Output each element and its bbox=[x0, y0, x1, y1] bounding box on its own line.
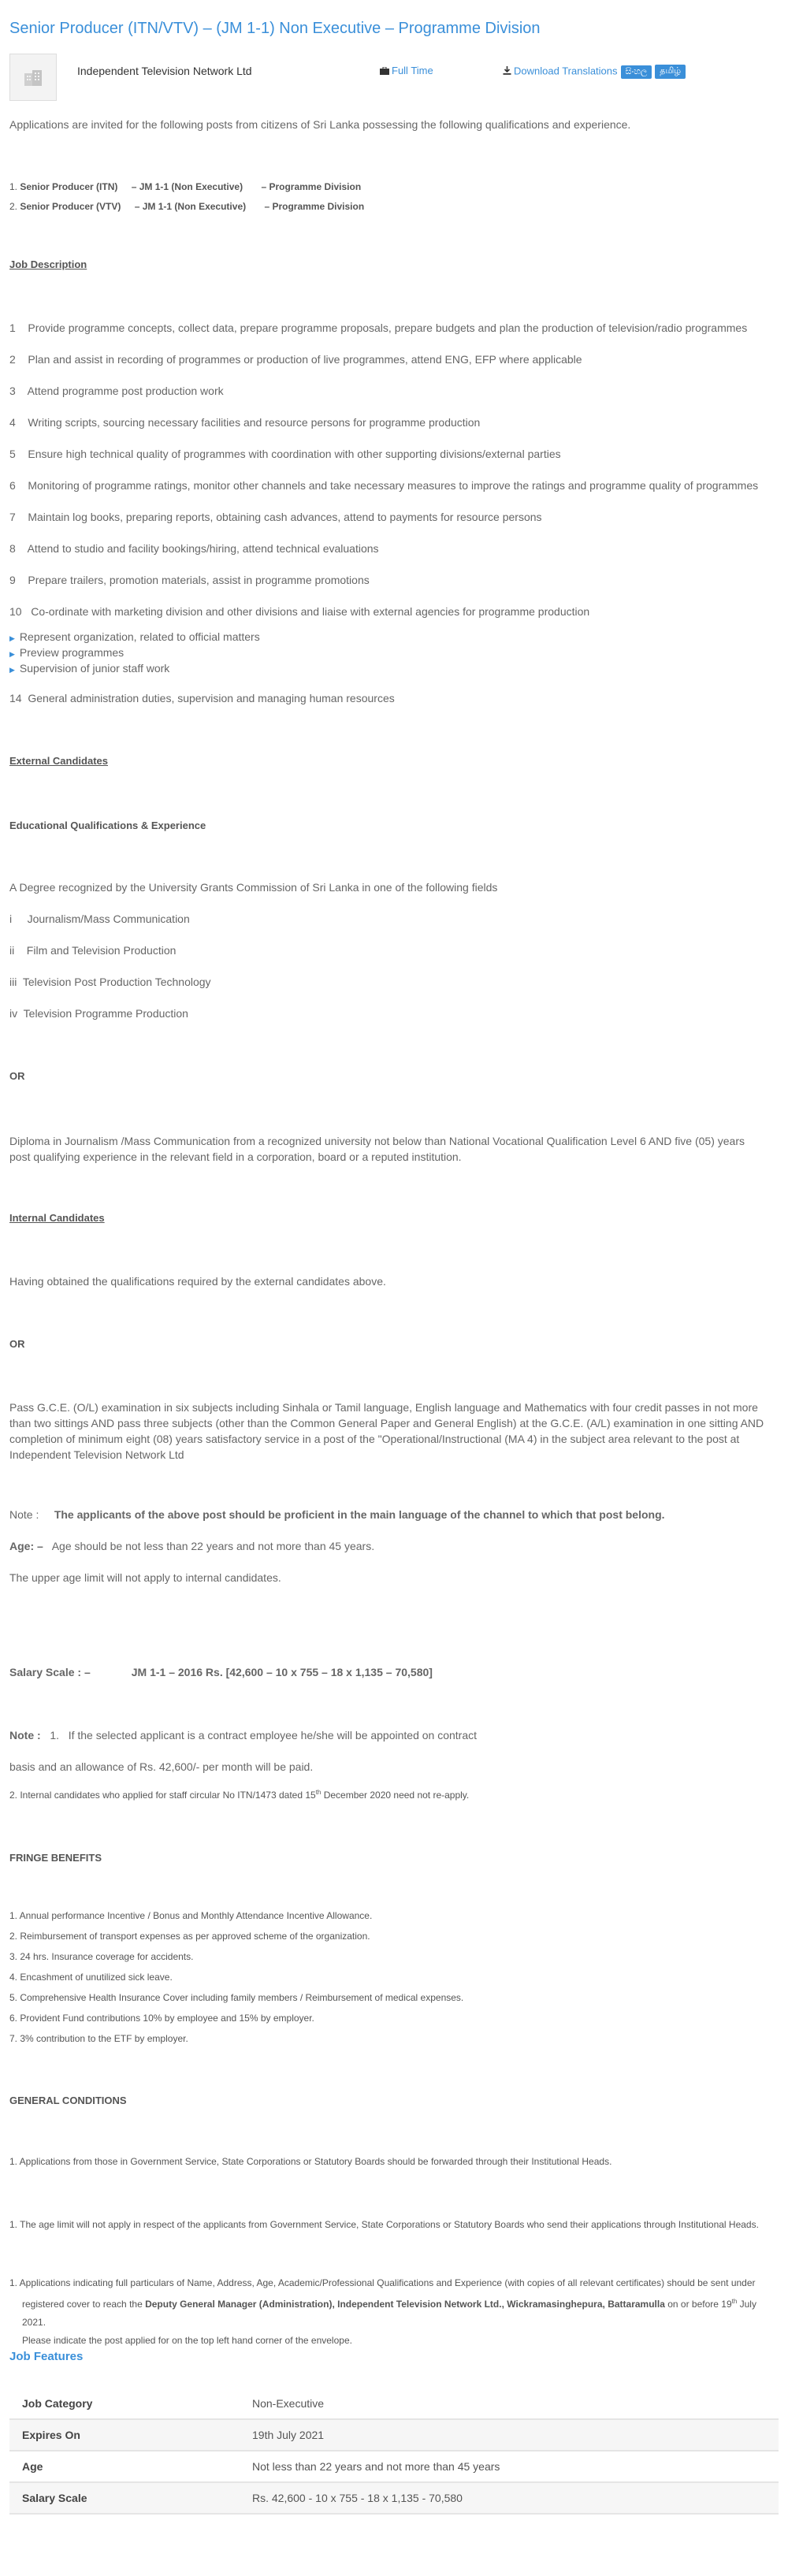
age-label: Age: – bbox=[9, 1540, 43, 1552]
fringe-item: 3. 24 hrs. Insurance coverage for accidents. bbox=[9, 1951, 194, 1962]
duty-item: 1 Provide programme concepts, collect data, prepare programme proposals, prepare budgets and plan the production of television/radio programmes bbox=[9, 322, 748, 334]
triangle-bullet-icon: ▶ bbox=[9, 666, 15, 674]
contract-note: Note : 1. If the selected applicant is a contract employee he/she will be appointed on contract bbox=[9, 1729, 478, 1741]
briefcase-icon bbox=[380, 67, 389, 75]
age-line bbox=[9, 1540, 374, 1552]
post-item-2 bbox=[9, 201, 364, 212]
download-translations-link[interactable]: Download Translations bbox=[514, 65, 618, 77]
diploma-text: Diploma in Journalism /Mass Communication from a recognized university not below than National Vocational Qualification Level 6 AND five (05) years post qualifying experience in the relevant field in a corporation, board or a reputed institution. bbox=[9, 1135, 745, 1163]
field-item: iv Television Programme Production bbox=[9, 1007, 188, 1020]
job-type-label: Full Time bbox=[392, 65, 433, 76]
fringe-item: 2. Reimbursement of transport expenses as per approved scheme of the organization. bbox=[9, 1931, 370, 1942]
fringe-item: 7. 3% contribution to the ETF by employer. bbox=[9, 2033, 188, 2044]
age-text: Age should be not less than 22 years and not more than 45 years. bbox=[51, 1540, 375, 1552]
note-line bbox=[9, 1508, 665, 1521]
fringe-item: 6. Provident Fund contributions 10% by employee and 15% by employer. bbox=[9, 2013, 314, 2024]
fringe-heading: FRINGE BENEFITS bbox=[9, 1852, 102, 1864]
building-logo-icon bbox=[23, 69, 43, 86]
note-label: Note : bbox=[9, 1508, 39, 1521]
upper-age-text: The upper age limit will not apply to internal candidates. bbox=[9, 1571, 281, 1584]
job-header bbox=[9, 54, 788, 104]
internal-text: Having obtained the qualifications required by the external candidates above. bbox=[9, 1275, 386, 1288]
duty-item: 3 Attend programme post production work bbox=[9, 385, 224, 397]
fringe-item: 4. Encashment of unutilized sick leave. bbox=[9, 1972, 173, 1983]
post-grade: – JM 1-1 (Non Executive) bbox=[134, 201, 247, 212]
fringe-item: 5. Comprehensive Health Insurance Cover including family members / Reimbursement of medical expenses. bbox=[9, 1992, 464, 2003]
duty-item: 10 Co-ordinate with marketing division and other divisions and liaise with external agencies for programme production bbox=[9, 605, 590, 618]
fringe-item: 1. Annual performance Incentive / Bonus and Monthly Attendance Incentive Allowance. bbox=[9, 1910, 373, 1921]
duty-item: 9 Prepare trailers, promotion materials, assist in programme promotions bbox=[9, 574, 370, 586]
or-label-2: OR bbox=[9, 1338, 25, 1350]
download-icon bbox=[503, 66, 511, 75]
post-division: – Programme Division bbox=[264, 201, 365, 212]
salary-text: JM 1-1 – 2016 Rs. [42,600 – 10 x 755 – 18 x 1,135 – 70,580] bbox=[131, 1666, 433, 1678]
bullet-item: ▶ Preview programmes bbox=[9, 646, 125, 659]
duty-item: 7 Maintain log books, preparing reports, obtaining cash advances, attend to payments for resource persons bbox=[9, 511, 542, 523]
intro-text: Applications are invited for the following posts from citizens of Sri Lanka possessing the following qualifications and experience. bbox=[9, 118, 631, 131]
tamil-button[interactable]: தமிழ் bbox=[655, 65, 686, 79]
salary-line bbox=[9, 1666, 433, 1678]
triangle-bullet-icon: ▶ bbox=[9, 650, 15, 658]
company-name: Independent Television Network Ltd bbox=[77, 65, 252, 77]
general-heading: GENERAL CONDITIONS bbox=[9, 2095, 127, 2106]
field-item: i Journalism/Mass Communication bbox=[9, 913, 190, 925]
condition-item-3: 1. Applications indicating full particulars of Name, Address, Age, Academic/Professional Qualifications and Experience (with copies of all relevant certificates) should be sent under registered cover to reach the Deputy General Manager (Administration), Independent Television Network Ltd., Wickramasinghepura, Battaramulla on or before 19th July 2021. Please indicate the post applied for on the top left hand corner of the envelope. bbox=[9, 2277, 756, 2346]
job-features-table bbox=[9, 2388, 779, 2515]
or-label: OR bbox=[9, 1070, 25, 1082]
post-division: – Programme Division bbox=[261, 181, 362, 192]
duty-item: 4 Writing scripts, sourcing necessary facilities and resource persons for programme production bbox=[9, 416, 481, 429]
post-grade: – JM 1-1 (Non Executive) bbox=[131, 181, 243, 192]
download-translations bbox=[503, 65, 686, 79]
table-row: Job Category Non-Executive bbox=[9, 2388, 779, 2419]
allowance-text: basis and an allowance of Rs. 42,600/- per month will be paid. bbox=[9, 1760, 314, 1773]
job-features-heading: Job Features bbox=[9, 2350, 84, 2363]
salary-label: Salary Scale : – bbox=[9, 1666, 91, 1678]
company-logo bbox=[9, 54, 57, 101]
job-type bbox=[380, 65, 433, 76]
table-row: Salary Scale Rs. 42,600 - 10 x 755 - 18 x 1,135 - 70,580 bbox=[9, 2482, 779, 2514]
post-num: 2. bbox=[9, 201, 18, 212]
duty-item: 6 Monitoring of programme ratings, monitor other channels and take necessary measures to improve the ratings and programme quality of programmes bbox=[9, 479, 759, 492]
duty-item: 2 Plan and assist in recording of programmes or production of live programmes, attend ENG, EFP where applicable bbox=[9, 353, 582, 366]
post-num: 1. bbox=[9, 181, 18, 192]
condition-item: 1. The age limit will not apply in respect of the applicants from Government Service, State Corporations or Statutory Boards who send their applications through Institutional Heads. bbox=[9, 2219, 759, 2230]
gce-text: Pass G.C.E. (O/L) examination in six subjects including Sinhala or Tamil language, English language and Mathematics with four credit passes in not more than two sittings AND pass three subjects (other than the Common General Paper and General English) at the G.C.E. (A/L) examination in one sitting AND completion of minimum eight (08) years satisfactory service in a post of the "Operational/Instructional (MA 4) in the subject area relevant to the post at Independent Television Network Ltd bbox=[9, 1401, 764, 1461]
duty-item: 8 Attend to studio and facility bookings/hiring, attend technical evaluations bbox=[9, 542, 379, 555]
note-text: The applicants of the above post should be proficient in the main language of the channel to which that post belong. bbox=[54, 1508, 665, 1521]
bullet-item: ▶ Supervision of junior staff work bbox=[9, 662, 170, 675]
bullet-item: ▶ Represent organization, related to official matters bbox=[9, 630, 260, 643]
post-name: Senior Producer (VTV) bbox=[20, 201, 121, 212]
edu-heading: Educational Qualifications & Experience bbox=[9, 820, 206, 831]
external-candidates-heading: External Candidates bbox=[9, 755, 108, 767]
sinhala-button[interactable]: සිංහල bbox=[621, 65, 652, 79]
post-name: Senior Producer (ITN) bbox=[20, 181, 118, 192]
job-description-heading: Job Description bbox=[9, 258, 87, 270]
field-item: ii Film and Television Production bbox=[9, 944, 177, 957]
duty-item: 14 General administration duties, supervision and managing human resources bbox=[9, 692, 395, 704]
condition-item: 1. Applications from those in Government Service, State Corporations or Statutory Boards should be forwarded through their Institutional Heads. bbox=[9, 2156, 612, 2167]
internal-note: 2. Internal candidates who applied for staff circular No ITN/1473 dated 15th December 2020 need not re-apply. bbox=[9, 1789, 470, 1801]
page-title: Senior Producer (ITN/VTV) – (JM 1-1) Non Executive – Programme Division bbox=[9, 20, 541, 37]
degree-text: A Degree recognized by the University Grants Commission of Sri Lanka in one of the following fields bbox=[9, 881, 498, 894]
field-item: iii Television Post Production Technology bbox=[9, 976, 211, 988]
internal-candidates-heading: Internal Candidates bbox=[9, 1212, 105, 1224]
post-item-1 bbox=[9, 181, 361, 192]
table-row: Age Not less than 22 years and not more than 45 years bbox=[9, 2451, 779, 2482]
triangle-bullet-icon: ▶ bbox=[9, 634, 15, 642]
duty-item: 5 Ensure high technical quality of programmes with coordination with other supporting divisions/external parties bbox=[9, 448, 561, 460]
table-row: Expires On 19th July 2021 bbox=[9, 2419, 779, 2451]
